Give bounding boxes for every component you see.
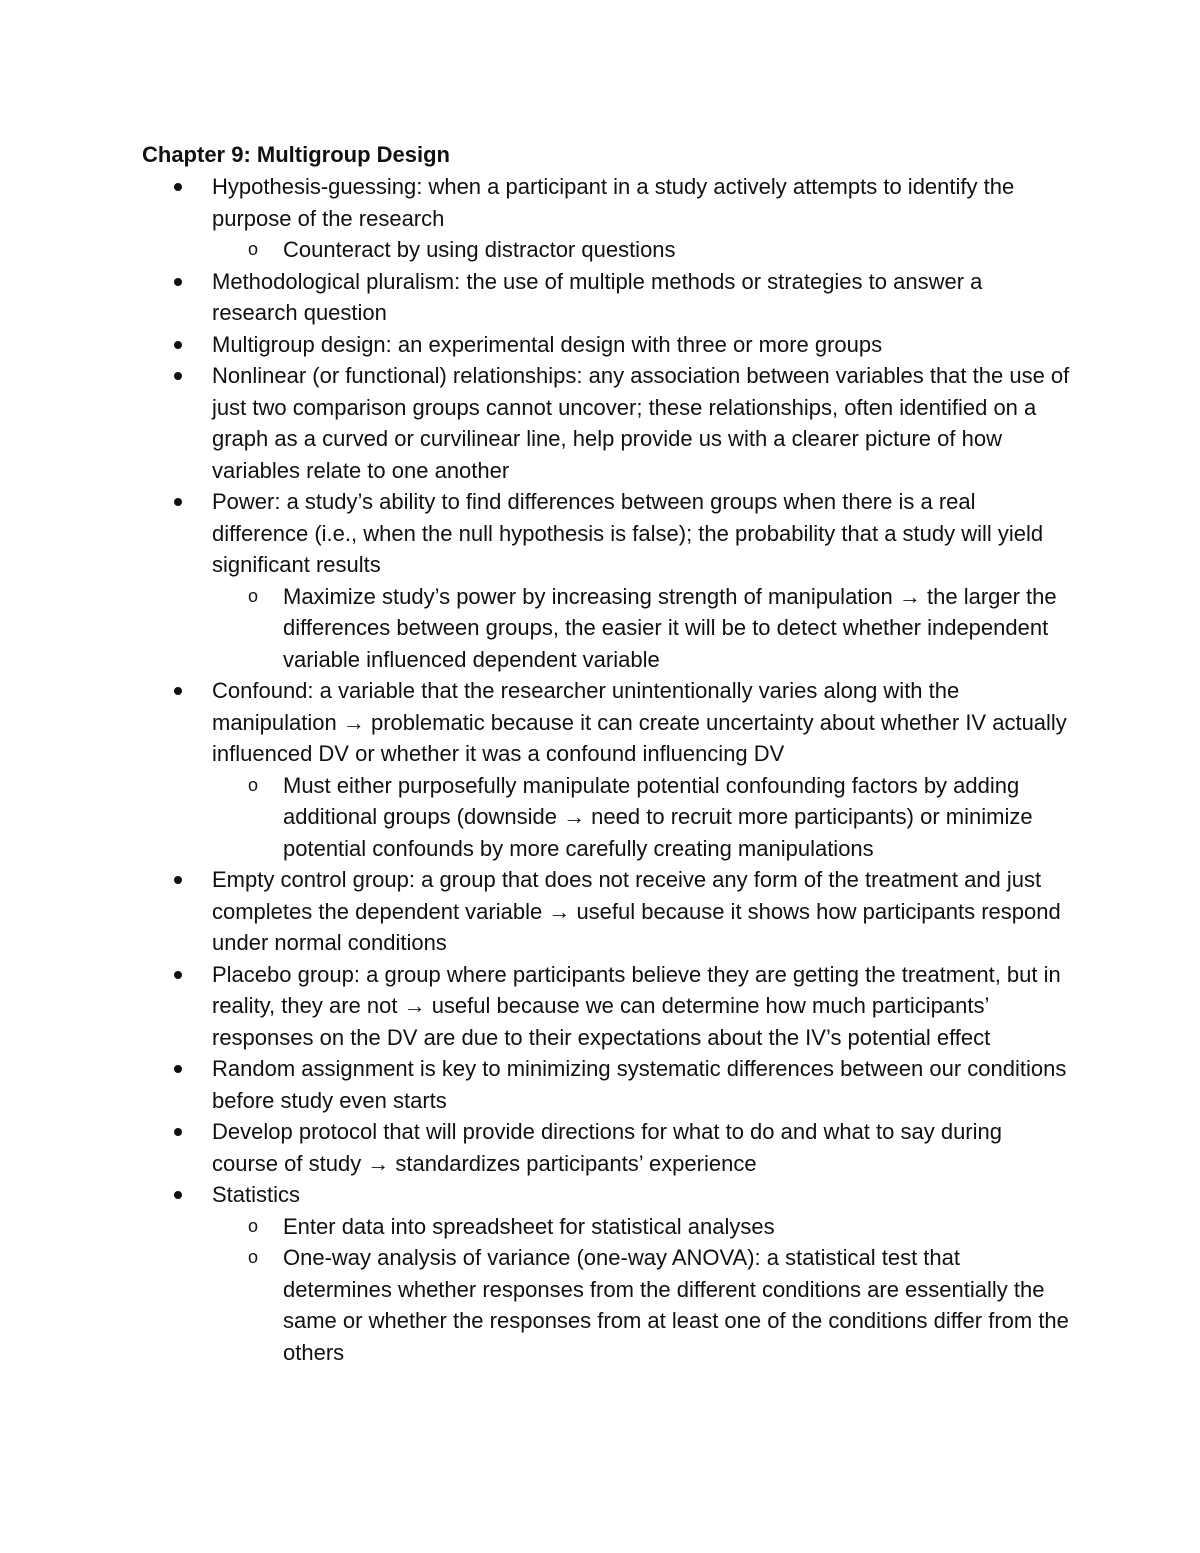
sub-list — [212, 234, 1072, 266]
notes-list — [142, 171, 1072, 1368]
list-item — [142, 266, 1072, 329]
sub-list-item — [212, 770, 1072, 865]
list-item — [142, 959, 1072, 1054]
list-item — [142, 864, 1072, 959]
list-item — [142, 675, 1072, 864]
bullet-icon — [174, 687, 182, 695]
sub-list-item — [212, 1211, 1072, 1243]
list-item — [142, 1116, 1072, 1179]
bullet-icon — [174, 1128, 182, 1136]
list-item — [142, 1179, 1072, 1368]
document-page — [142, 139, 1072, 1368]
list-item — [142, 360, 1072, 486]
sub-list-item-text: Counteract by using distractor questions — [283, 237, 676, 262]
sub-list-item-text: Maximize study’s power by increasing strength of manipulation → the larger the differences between groups, the easier it will be to detect whether independent variable influenced dependent variable — [283, 583, 1057, 672]
list-item-text: Power: a study’s ability to find differences between groups when there is a real difference (i.e., when the null hypothesis is false); the probability that a study will yield significant results — [212, 489, 1044, 577]
list-item-text: Confound: a variable that the researcher unintentionally varies along with the manipulation → problematic because it can create uncertainty about whether IV actually influenced DV or whether it was a confound influencing DV — [212, 678, 1067, 766]
bullet-icon — [174, 876, 182, 884]
bullet-icon — [174, 971, 182, 979]
sub-list-item-text: One-way analysis of variance (one-way ANOVA): a statistical test that determines whether responses from the different conditions are essentially the same or whether the responses from at least one of the conditions differ from the others — [283, 1245, 1069, 1365]
hollow-bullet-icon: o — [248, 585, 259, 606]
list-item — [142, 486, 1072, 675]
sub-list-item — [212, 234, 1072, 266]
list-item-text: Placebo group: a group where participants believe they are getting the treatment, but in reality, they are not → useful because we can determine how much participants’ responses on the DV are due to their expectations about the IV’s potential effect — [212, 961, 1061, 1050]
bullet-icon — [174, 1065, 182, 1073]
sub-list-item — [212, 581, 1072, 676]
sub-list — [212, 1211, 1072, 1369]
bullet-icon — [174, 498, 182, 506]
list-item-text: Nonlinear (or functional) relationships: any association between variables that the use of just two comparison groups cannot uncover; these relationships, often identified on a graph as a curved or curvilinear line, help provide us with a clearer picture of how variables relate to one another — [212, 363, 1070, 483]
bullet-icon — [174, 341, 182, 349]
bullet-icon — [174, 372, 182, 380]
list-item — [142, 329, 1072, 361]
list-item-text: Statistics — [212, 1182, 301, 1207]
list-item-text: Hypothesis-guessing: when a participant in a study actively attempts to identify the purpose of the research — [212, 174, 1015, 231]
sub-list — [212, 581, 1072, 676]
page-title: Chapter 9: Multigroup Design — [142, 142, 450, 167]
list-item-text: Methodological pluralism: the use of multiple methods or strategies to answer a research question — [212, 268, 983, 325]
sub-list-item — [212, 1242, 1072, 1368]
hollow-bullet-icon: o — [248, 774, 259, 795]
bullet-icon — [174, 278, 182, 286]
bullet-icon — [174, 1191, 182, 1199]
list-item — [142, 171, 1072, 266]
hollow-bullet-icon: o — [248, 239, 259, 259]
bullet-icon — [174, 183, 182, 191]
list-item-text: Develop protocol that will provide directions for what to do and what to say during course of study → standardizes participants’ experience — [212, 1119, 1002, 1176]
hollow-bullet-icon: o — [248, 1247, 259, 1267]
sub-list-item-text: Enter data into spreadsheet for statistical analyses — [283, 1213, 775, 1239]
list-item-text: Multigroup design: an experimental design with three or more groups — [212, 331, 883, 357]
list-item — [142, 1053, 1072, 1116]
sub-list-item-text: Must either purposefully manipulate potential confounding factors by adding additional groups (downside → need to recruit more participants) or minimize potential confounds by more carefully creating manipulations — [283, 772, 1033, 861]
list-item-text: Empty control group: a group that does not receive any form of the treatment and just completes the dependent variable → useful because it shows how participants respond under normal conditions — [212, 867, 1061, 955]
hollow-bullet-icon: o — [248, 1215, 259, 1236]
sub-list — [212, 770, 1072, 865]
list-item-text: Random assignment is key to minimizing systematic differences between our conditions before study even starts — [212, 1056, 1067, 1113]
